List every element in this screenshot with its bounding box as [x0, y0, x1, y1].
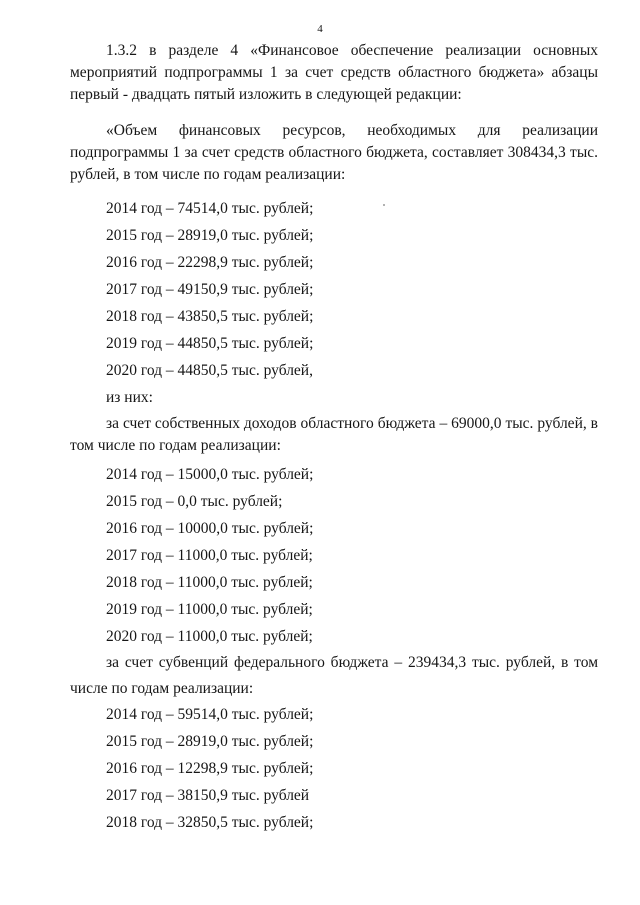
federal-subventions-paragraph: за счет субвенций федерального бюджета – 239434,3 тыс. рублей, в том числе по годам реализации:	[70, 654, 598, 697]
own-income-year-line: 2018 год – 11000,0 тыс. рублей;	[106, 574, 313, 591]
total-year-line: 2019 год – 44850,5 тыс. рублей;	[106, 335, 314, 352]
own-income-year-line: 2015 год – 0,0 тыс. рублей;	[106, 493, 283, 510]
total-year-line: 2016 год – 22298,9 тыс. рублей;	[106, 254, 314, 271]
federal-year-line: 2014 год – 59514,0 тыс. рублей;	[106, 706, 314, 723]
federal-year-line: 2017 год – 38150,9 тыс. рублей	[106, 787, 310, 804]
speck	[383, 204, 385, 206]
total-year-line: 2017 год – 49150,9 тыс. рублей;	[106, 281, 314, 298]
federal-year-line: 2018 год – 32850,5 тыс. рублей;	[106, 814, 314, 831]
own-income-paragraph: за счет собственных доходов областного бюджета – 69000,0 тыс. рублей, в том числе по годам реализации:	[70, 415, 598, 454]
total-year-line: 2020 год – 44850,5 тыс. рублей,	[106, 362, 313, 379]
total-year-line: 2014 год – 74514,0 тыс. рублей;	[106, 200, 314, 217]
federal-year-line: 2015 год – 28919,0 тыс. рублей;	[106, 733, 314, 750]
federal-year-line: 2016 год – 12298,9 тыс. рублей;	[106, 760, 314, 777]
total-year-line: 2018 год – 43850,5 тыс. рублей;	[106, 308, 314, 325]
page-number: 4	[317, 23, 323, 35]
total-funding-paragraph: «Объем финансовых ресурсов, необходимых для реализации подпрограммы 1 за счет средств областного бюджета, составляет 308434,3 тыс. рублей, в том числе по годам реализации:	[70, 122, 598, 183]
total-year-line: 2015 год – 28919,0 тыс. рублей;	[106, 227, 314, 244]
own-income-year-line: 2014 год – 15000,0 тыс. рублей;	[106, 466, 314, 483]
own-income-year-line: 2020 год – 11000,0 тыс. рублей;	[106, 628, 313, 645]
own-income-year-line: 2017 год – 11000,0 тыс. рублей;	[106, 547, 313, 564]
own-income-year-line: 2019 год – 11000,0 тыс. рублей;	[106, 601, 313, 618]
intro-paragraph: 1.3.2 в разделе 4 «Финансовое обеспечение реализации основных мероприятий подпрограммы 1 за счет средств областного бюджета» абзацы первый - двадцать пятый изложить в следующей редакции:	[70, 42, 598, 103]
of-which-label: из них:	[106, 389, 153, 406]
own-income-year-line: 2016 год – 10000,0 тыс. рублей;	[106, 520, 314, 537]
